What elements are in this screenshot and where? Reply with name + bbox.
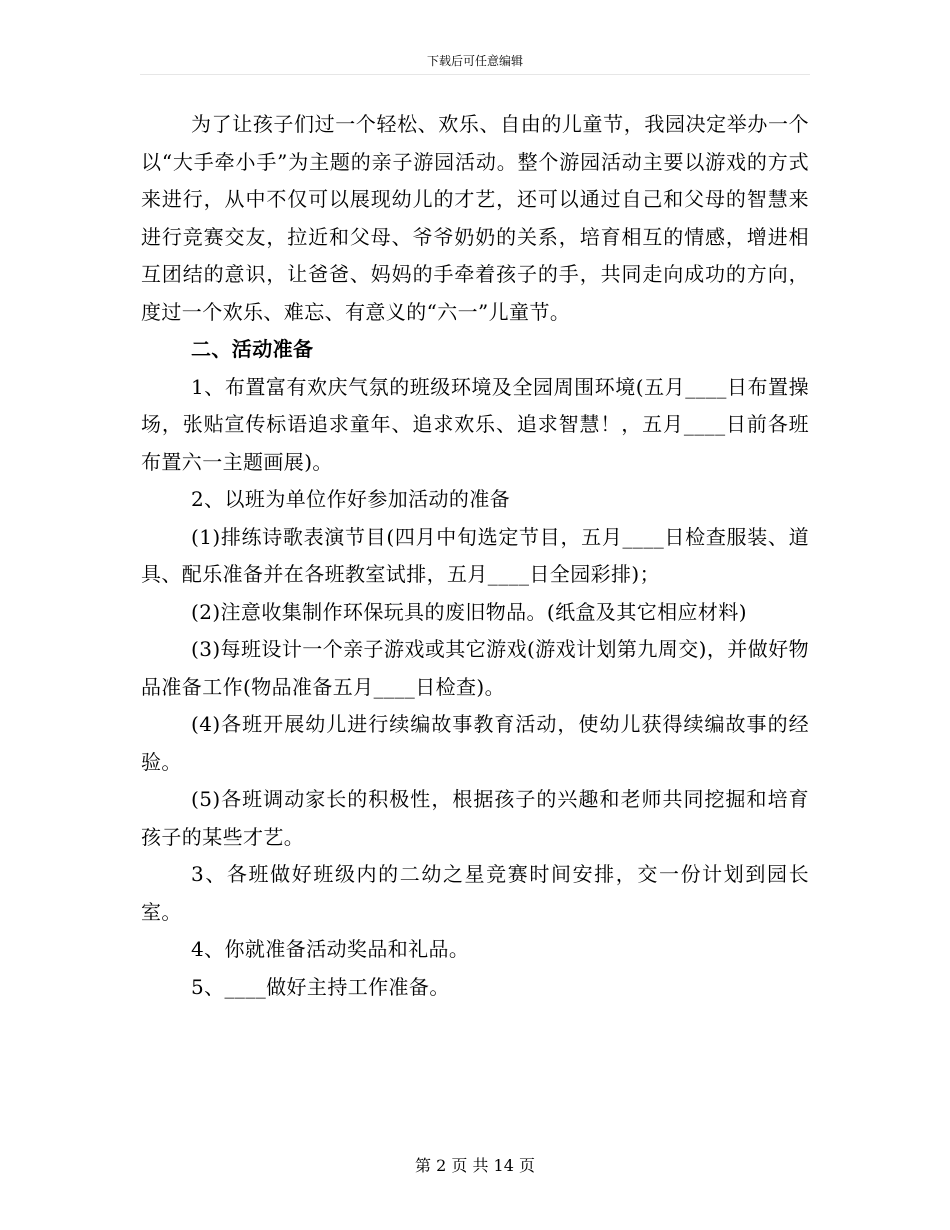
list-item: 1、布置富有欢庆气氛的班级环境及全园周围环境(五月____日布置操场，张贴宣传标语追求童年、追求欢乐、追求智慧！，五月____日前各班布置六一主题画展)。 (141, 374, 809, 474)
list-item: (2)注意收集制作环保玩具的废旧物品。(纸盒及其它相应材料) (191, 599, 747, 624)
document-body (141, 106, 809, 1006)
section-heading: 二、活动准备 (191, 337, 314, 361)
list-item: (1)排练诗歌表演节目(四月中旬选定节目，五月____日检查服装、道具、配乐准备并在各班教室试排，五月____日全园彩排)； (141, 524, 809, 586)
header-note: 下载后可任意编辑 (426, 54, 523, 68)
list-item: 4、你就准备活动奖品和礼品。 (191, 937, 470, 961)
list-item: (4)各班开展幼儿进行续编故事教育活动，使幼儿获得续编故事的经验。 (141, 712, 809, 774)
list-item: (3)每班设计一个亲子游戏或其它游戏(游戏计划第九周交)，并做好物品准备工作(物品准备五月____日检查)。 (141, 637, 809, 699)
header-divider (140, 74, 810, 75)
intro-paragraph: 为了让孩子们过一个轻松、欢乐、自由的儿童节，我园决定举办一个以“大手牵小手”为主题的亲子游园活动。整个游园活动主要以游戏的方式来进行，从中不仅可以展现幼儿的才艺，还可以通过自己和父母的智慧来进行竞赛交友，拉近和父母、爷爷奶奶的关系，培育相互的情感，增进相互团结的意识，让爸爸、妈妈的手牵着孩子的手，共同走向成功的方向，度过一个欢乐、难忘、有意义的“六一”儿童节。 (141, 112, 809, 324)
list-item: (5)各班调动家长的积极性，根据孩子的兴趣和老师共同挖掘和培育孩子的某些才艺。 (141, 787, 809, 849)
list-item: 3、各班做好班级内的二幼之星竞赛时间安排，交一份计划到园长室。 (141, 862, 809, 924)
list-item: 5、____做好主持工作准备。 (191, 974, 450, 999)
page-number: 第 2 页 共 14 页 (415, 1156, 535, 1175)
list-item: 2、以班为单位作好参加活动的准备 (191, 487, 511, 511)
